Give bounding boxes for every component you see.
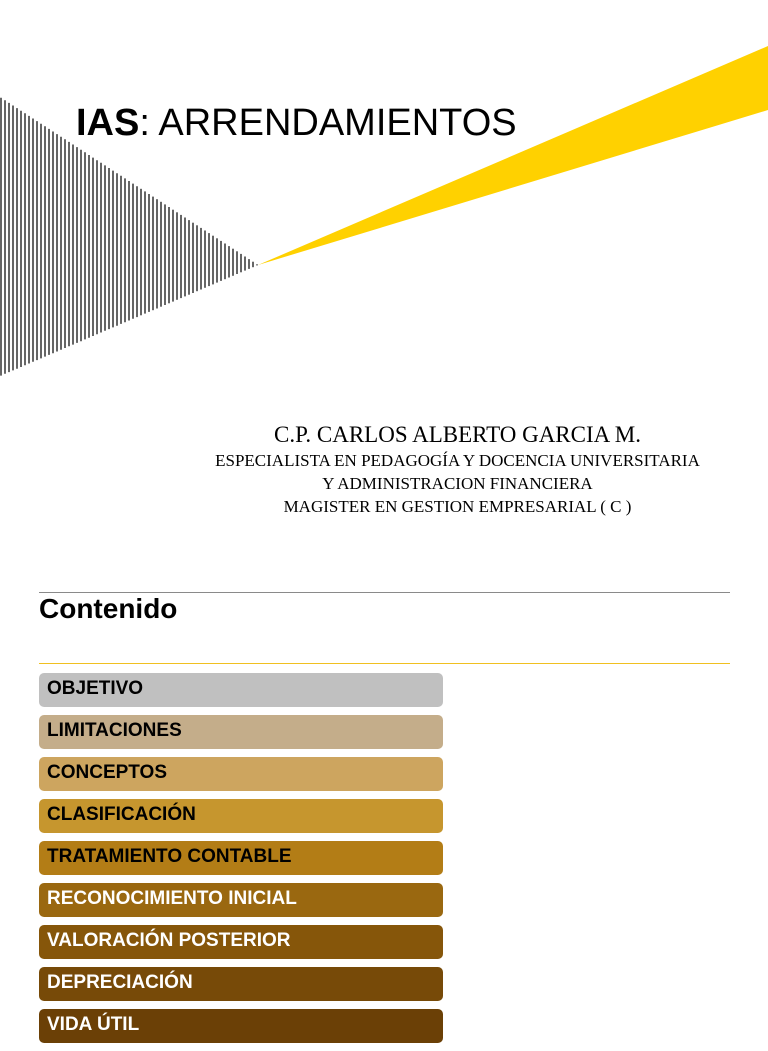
divider-bottom <box>39 663 730 664</box>
title-rest: : ARRENDAMIENTOS <box>139 102 517 144</box>
contents-item: RECONOCIMIENTO INICIAL <box>39 883 443 917</box>
contents-item: VALORACIÓN POSTERIOR <box>39 925 443 959</box>
contents-item: TRATAMIENTO CONTABLE <box>39 841 443 875</box>
contents-heading: Contenido <box>39 593 178 624</box>
slide-title <box>76 101 517 145</box>
author-credential-3: MAGISTER EN GESTION EMPRESARIAL ( C ) <box>283 497 632 516</box>
title-bold-part: IAS <box>76 102 140 144</box>
contents-item: LIMITACIONES <box>39 715 443 749</box>
contents-item: VIDA ÚTIL <box>39 1009 443 1043</box>
author-credential-1: ESPECIALISTA EN PEDAGOGÍA Y DOCENCIA UNIVERSITARIA <box>215 451 700 470</box>
author-name: C.P. CARLOS ALBERTO GARCIA M. <box>274 422 641 447</box>
contents-list <box>39 673 443 1051</box>
author-credential-2: Y ADMINISTRACION FINANCIERA <box>322 474 593 493</box>
contents-item: CONCEPTOS <box>39 757 443 791</box>
yellow-beam <box>258 46 768 265</box>
contents-item: DEPRECIACIÓN <box>39 967 443 1001</box>
contents-item: CLASIFICACIÓN <box>39 799 443 833</box>
contents-item: OBJETIVO <box>39 673 443 707</box>
author-block <box>150 421 765 518</box>
